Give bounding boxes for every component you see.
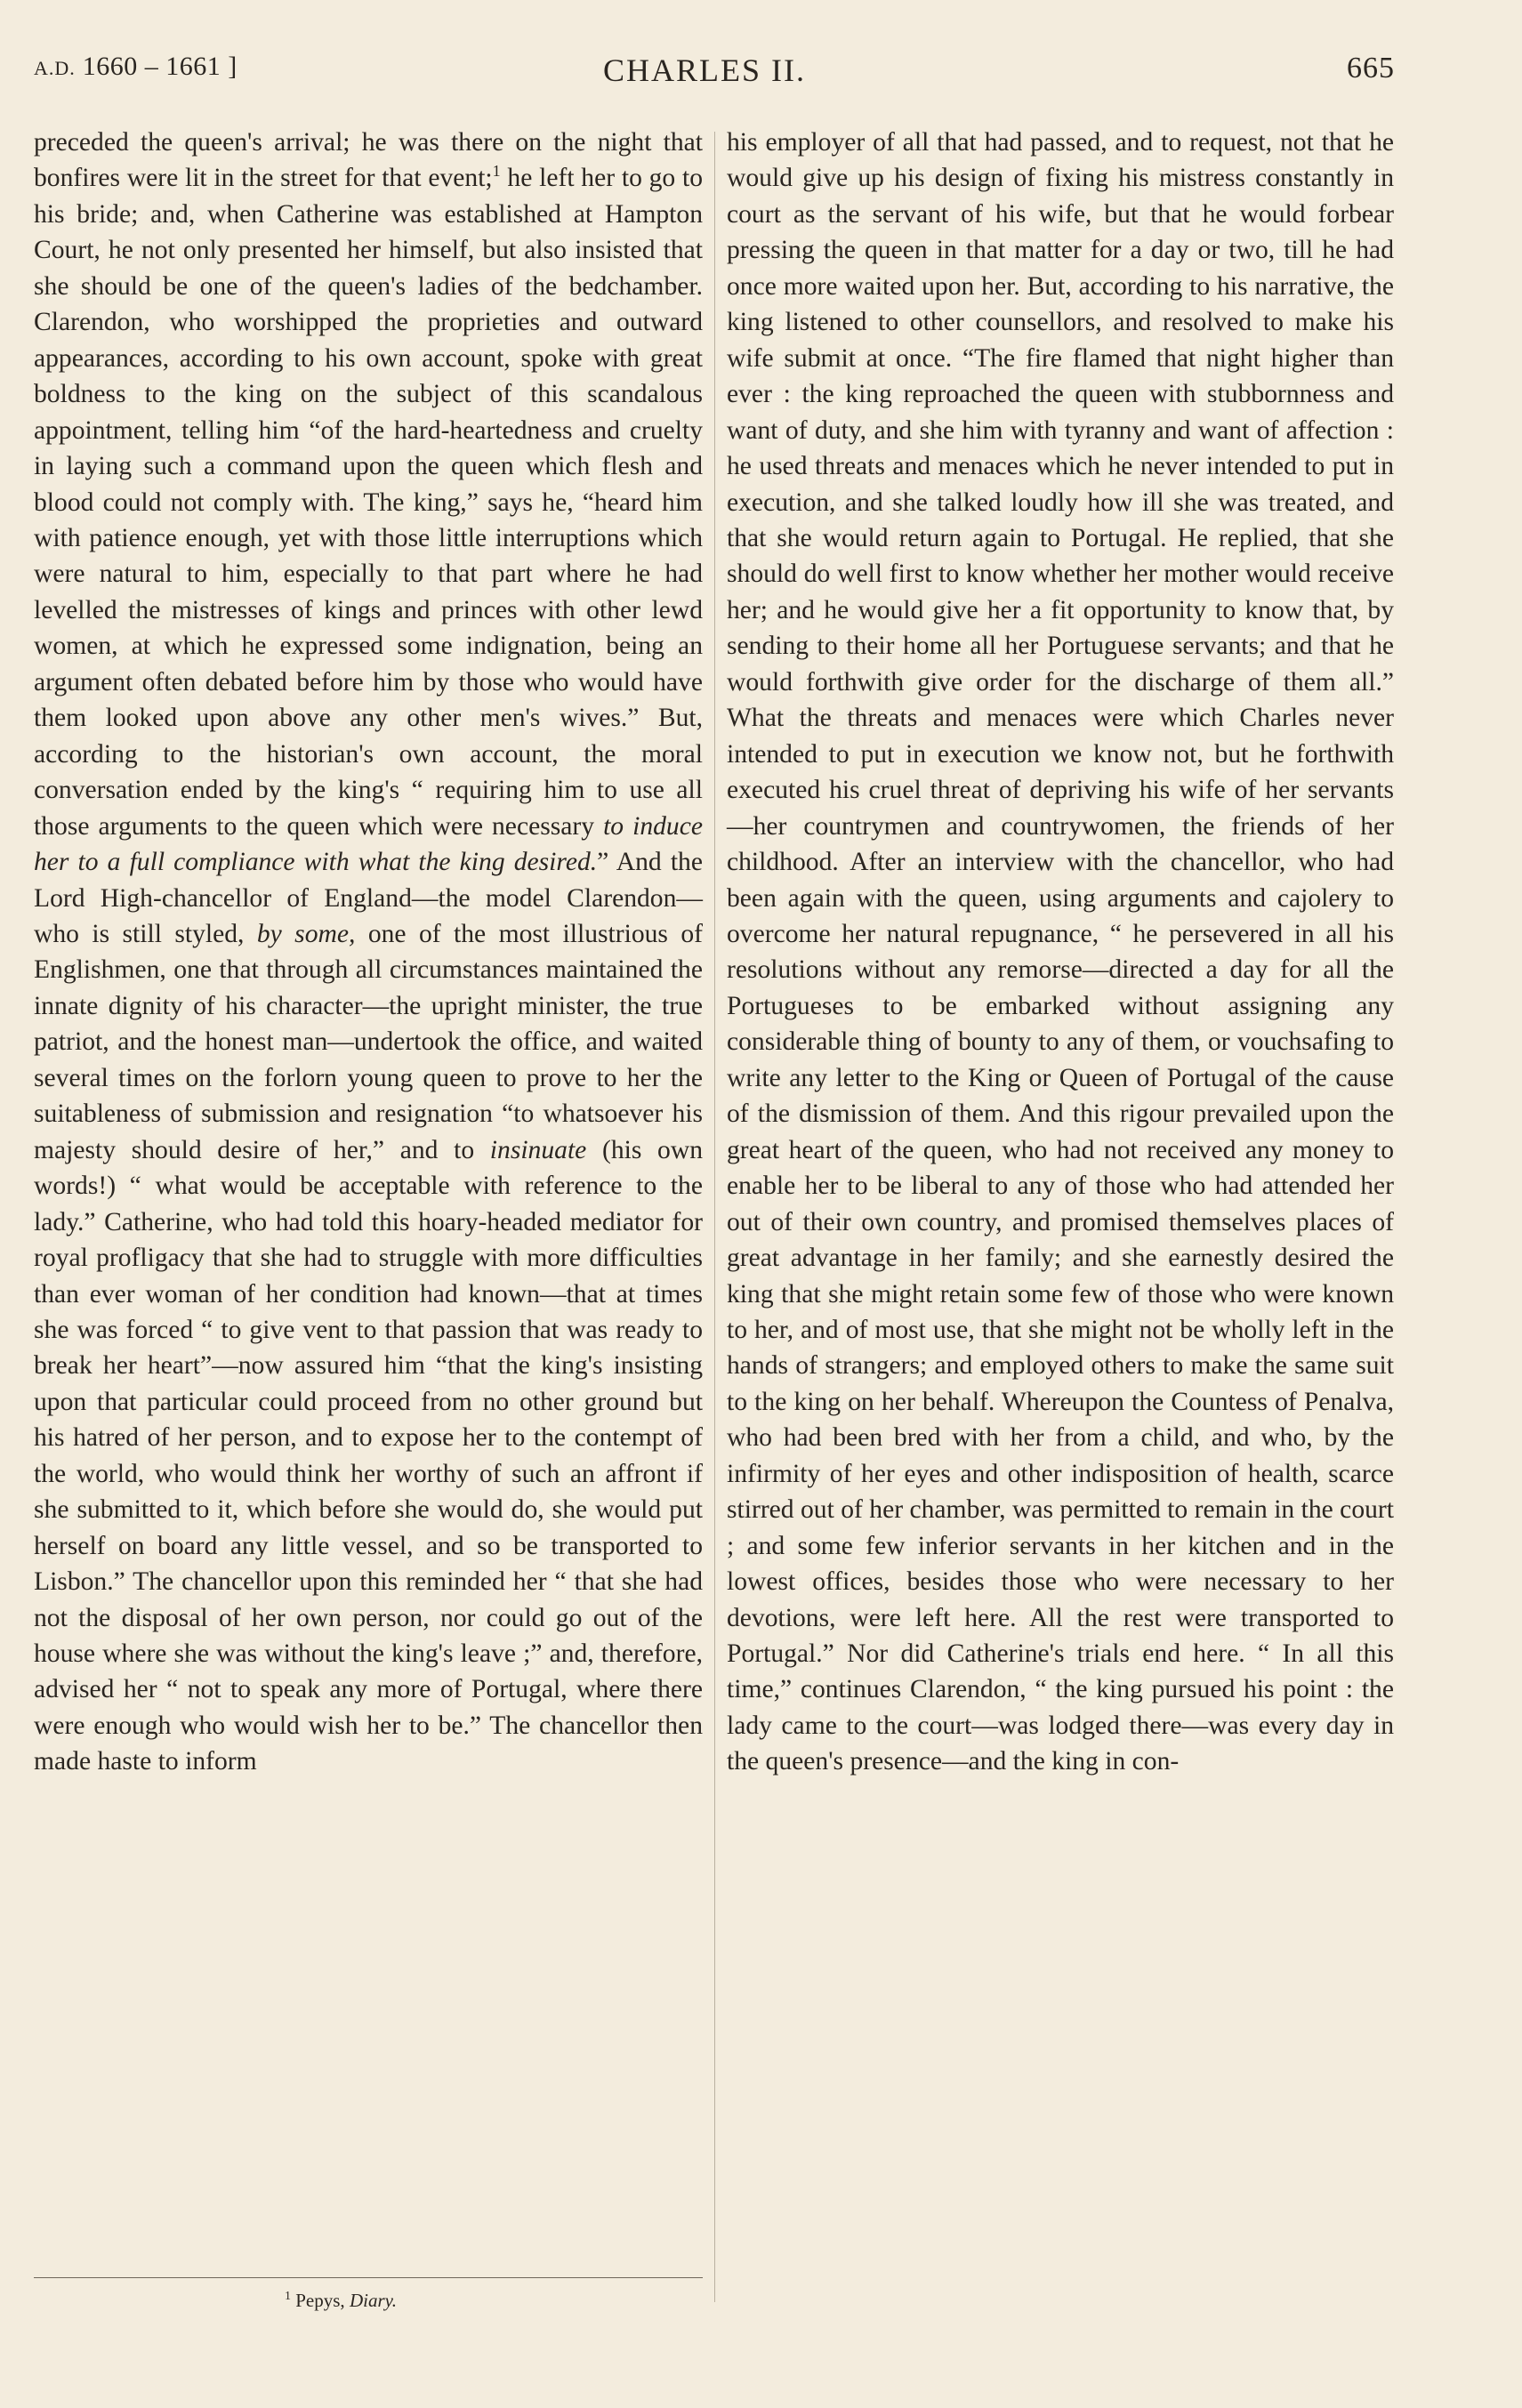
footnote-rule bbox=[34, 2277, 703, 2278]
left-column bbox=[34, 125, 703, 1780]
left-text-4: one of the most illustrious of Englishmen, one that through all circumstances maintained the innate dignity of his character—the upright minister, the true patriot, and the honest man—undertook the office, and waited several times on the forlorn young queen to prove to her the suitableness of submission and resignation “to whatsoever his majesty should desire of her,” and to bbox=[34, 919, 703, 1164]
running-header bbox=[34, 52, 1395, 96]
left-italic-1: to induce her to a full compliance with what the king desired. bbox=[34, 811, 703, 877]
footnote bbox=[285, 2290, 397, 2312]
left-text-3: ” And the Lord High-chancellor of England—the model Clarendon—who is still styled, bbox=[34, 848, 703, 948]
header-date-range bbox=[34, 52, 238, 82]
right-column bbox=[727, 125, 1394, 1780]
left-text-2: he left her to go to his bride; and, when Catherine was established at Hampton Court, he not only presented her himself, but also insisted that she should be one of the queen's ladies of the bedchamber. Clarendon, who worshipped the proprieties and outward appearances, according to his own account, spoke with great boldness to the king on the subject of this scandalous appointment, telling him “of the hard-heartedness and cruelty in laying such a command upon the queen which flesh and blood could not comply with. The king,” says he, “heard him with patience enough, yet with those little interruptions which were natural to him, especially to that part where he had levelled the mistresses of kings and princes with other lewd women, at which he expressed some indignation, being an argument often debated before him by those who would have them looked upon above any other men's wives.” But, according to the historian's own account, the moral conversation ended by the king's “ requiring him to use all those arguments to the queen which were necessary bbox=[34, 164, 703, 841]
header-page-number: 665 bbox=[1347, 52, 1395, 85]
column-divider bbox=[714, 132, 715, 2302]
left-text-1: preceded the queen's arrival; he was there on the night that bonfires were lit in the street for that event; bbox=[34, 128, 703, 193]
footnote-source: Diary. bbox=[349, 2290, 398, 2311]
footnote-mark: 1 bbox=[285, 2290, 291, 2303]
left-column-paragraph bbox=[34, 125, 703, 1780]
footnote-reference-mark: 1 bbox=[492, 162, 501, 181]
header-title: CHARLES II. bbox=[603, 52, 806, 88]
header-era: A.D. bbox=[34, 57, 76, 79]
left-italic-3: insinuate bbox=[489, 1135, 587, 1164]
header-years: 1660 – 1661 ] bbox=[82, 52, 238, 81]
left-text-5: (his own words!) “ what would be acceptable with reference to the lady.” Catherine, who had told this hoary-headed mediator for royal profligacy that she had to struggle with more difficulties than ever woman of her condition had known—that at times she was forced “ to give vent to that passion that was ready to break her heart”—now assured him “that the king's insisting upon that particular could proceed from no other ground but his hatred of her person, and to expose her to the contempt of the world, who would think her worthy of such an affront if she submitted to it, which before she would do, she would put herself on board any little vessel, and so be transported to Lisbon.” The chancellor upon this reminded her “ that she had not the disposal of her own person, nor could go out of the house where she was without the king's leave ;” and, therefore, advised her “ not to speak any more of Portugal, where there were enough who would wish her to be.” The chancellor then made haste to inform bbox=[34, 1135, 703, 1776]
footnote-text: Pepys, bbox=[291, 2290, 350, 2311]
right-column-paragraph: his employer of all that had passed, and to request, not that he would give up his design of fixing his mistress constantly in court as the servant of his wife, but that he would forbear pressing the queen in that matter for a day or two, till he had once more waited upon her. But, according to his narrative, the king listened to other counsellors, and resolved to make his wife submit at once. “The fire flamed that night higher than ever : the king reproached the queen with stubbornness and want of duty, and she him with tyranny and want of affection : he used threats and menaces which he never intended to put in execution, and she talked loudly how ill she was treated, and that she would return again to Portugal. He replied, that she should do well first to know whether her mother would receive her; and he would give her a fit opportunity to know that, by sending to their home all her Portuguese servants; and that he would forthwith give order for the discharge of them all.” What the threats and menaces were which Charles never intended to put in execution we know not, but he forthwith executed his cruel threat of depriving his wife of her servants—her countrymen and countrywomen, the friends of her childhood. After an interview with the chancellor, who had been again with the queen, using arguments and cajolery to overcome her natural repugnance, “ he persevered in all his resolutions without any remorse—directed a day for all the Portugueses to be embarked without assigning any considerable thing of bounty to any of them, or vouchsafing to write any letter to the King or Queen of Portugal of the cause of the dismission of them. And this rigour prevailed upon the great heart of the queen, who had not received any money to enable her to be liberal to any of those who had attended her out of their own country, and promised themselves places of great advantage in her family; and she earnestly desired the king that she might retain some few of those who were known to her, and of most use, that she might not be wholly left in the hands of strangers; and employed others to make the same suit to the king on her behalf. Whereupon the Countess of Penalva, who had been bred with her from a child, and who, by the infirmity of her eyes and other indisposition of health, scarce stirred out of her chamber, was permitted to remain in the court ; and some few inferior servants in her kitchen and in the lowest offices, besides those who were necessary to her devotions, were left here. All the rest were transported to Portugal.” Nor did Catherine's trials end here. “ In all this time,” continues Clarendon, “ the king pursued his point : the lady came to the court—was lodged there—was every day in the queen's presence—and the king in con- bbox=[727, 128, 1394, 1776]
left-italic-2: by some, bbox=[256, 919, 356, 948]
